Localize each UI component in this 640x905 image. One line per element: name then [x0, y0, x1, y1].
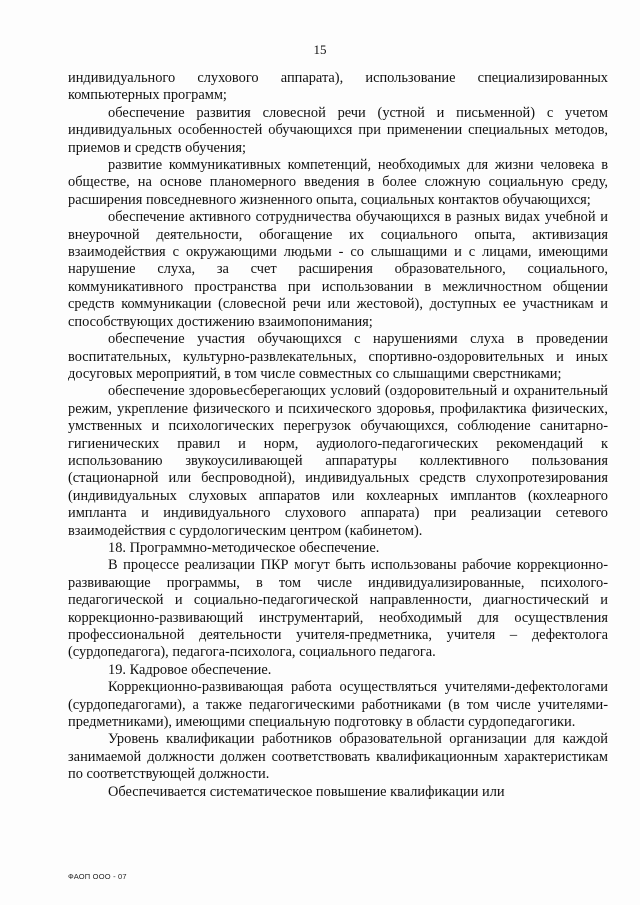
footer-document-code: ФАОП ООО - 07 [68, 872, 127, 881]
paragraph: обеспечение активного сотрудничества обучающихся в разных видах учебной и внеурочной деятельности, обогащение их социального опыта, активизация взаимодействия с окружающими людьми - со слышащими и с лицами, имеющими нарушение слуха, за счет расширения образовательного, социального, коммуникативного пространства при использовании в межличностном общении средств коммуникации (словесной речи или жестовой), доступных ее участникам и способствующих достижению взаимопонимания; [68, 209, 608, 330]
paragraph: развитие коммуникативных компетенций, необходимых для жизни человека в обществе, на основе планомерного введения в более сложную социальную среду, расширения повседневного жизненного опыта, социальных контактов обучающихся; [68, 157, 608, 208]
paragraph: В процессе реализации ПКР могут быть использованы рабочие коррекционно-развивающие программы, в том числе индивидуализированные, психолого-педагогической и социально-педагогической направленности, диагностический и коррекционно-развивающий инструментарий, необходимый для осуществления профессиональной деятельности учителя-предметника, учителя – дефектолога (сурдопедагога), педагога-психолога, социального педагога. [68, 557, 608, 661]
paragraph: Обеспечивается систематическое повышение квалификации или [108, 783, 505, 800]
paragraph: обеспечение развития словесной речи (устной и письменной) с учетом индивидуальных особенностей обучающихся при применении специальных методов, приемов и средств обучения; [68, 104, 608, 156]
paragraph: обеспечение здоровьесберегающих условий (оздоровительный и охранительный режим, укрепление физического и психического здоровья, профилактика физических, умственных и психологических перегрузок обучающихся, соблюдение санитарно-гигиенических правил и норм, аудиолого-педагогических рекомендаций к использованию звукоусиливающей аппаратуры коллективного пользования (стационарной или беспроводной), индивидуальных средств слухопротезирования (индивидуальных слуховых аппаратов или кохлеарных имплантов (кохлеарного импланта и индивидуального слухового аппарата) при реализации сетевого взаимодействия с сурдологическим центром (кабинетом). [68, 383, 608, 539]
page-number: 15 [313, 42, 327, 57]
paragraph: обеспечение участия обучающихся с нарушениями слуха в проведении воспитательных, культурно-развлекательных, спортивно-оздоровительных и иных досуговых мероприятий, в том числе совместных со слышащими сверстниками; [68, 331, 608, 382]
paragraph: Уровень квалификации работников образовательной организации для каждой занимаемой должности должен соответствовать квалификационным характеристикам по соответствующей должности. [68, 731, 608, 783]
paragraph: индивидуального слухового аппарата), использование специализированных компьютерных программ; [68, 70, 608, 104]
section-heading: 19. Кадровое обеспечение. [108, 661, 272, 678]
section-heading: 18. Программно-методическое обеспечение. [108, 539, 380, 556]
paragraph: Коррекционно-развивающая работа осуществляться учителями-дефектологами (сурдопедагогами), а также педагогическими работниками (в том числе учителями-предметниками), имеющими специальную подготовку в области сурдопедагогики. [68, 679, 608, 731]
document-body [68, 70, 608, 801]
